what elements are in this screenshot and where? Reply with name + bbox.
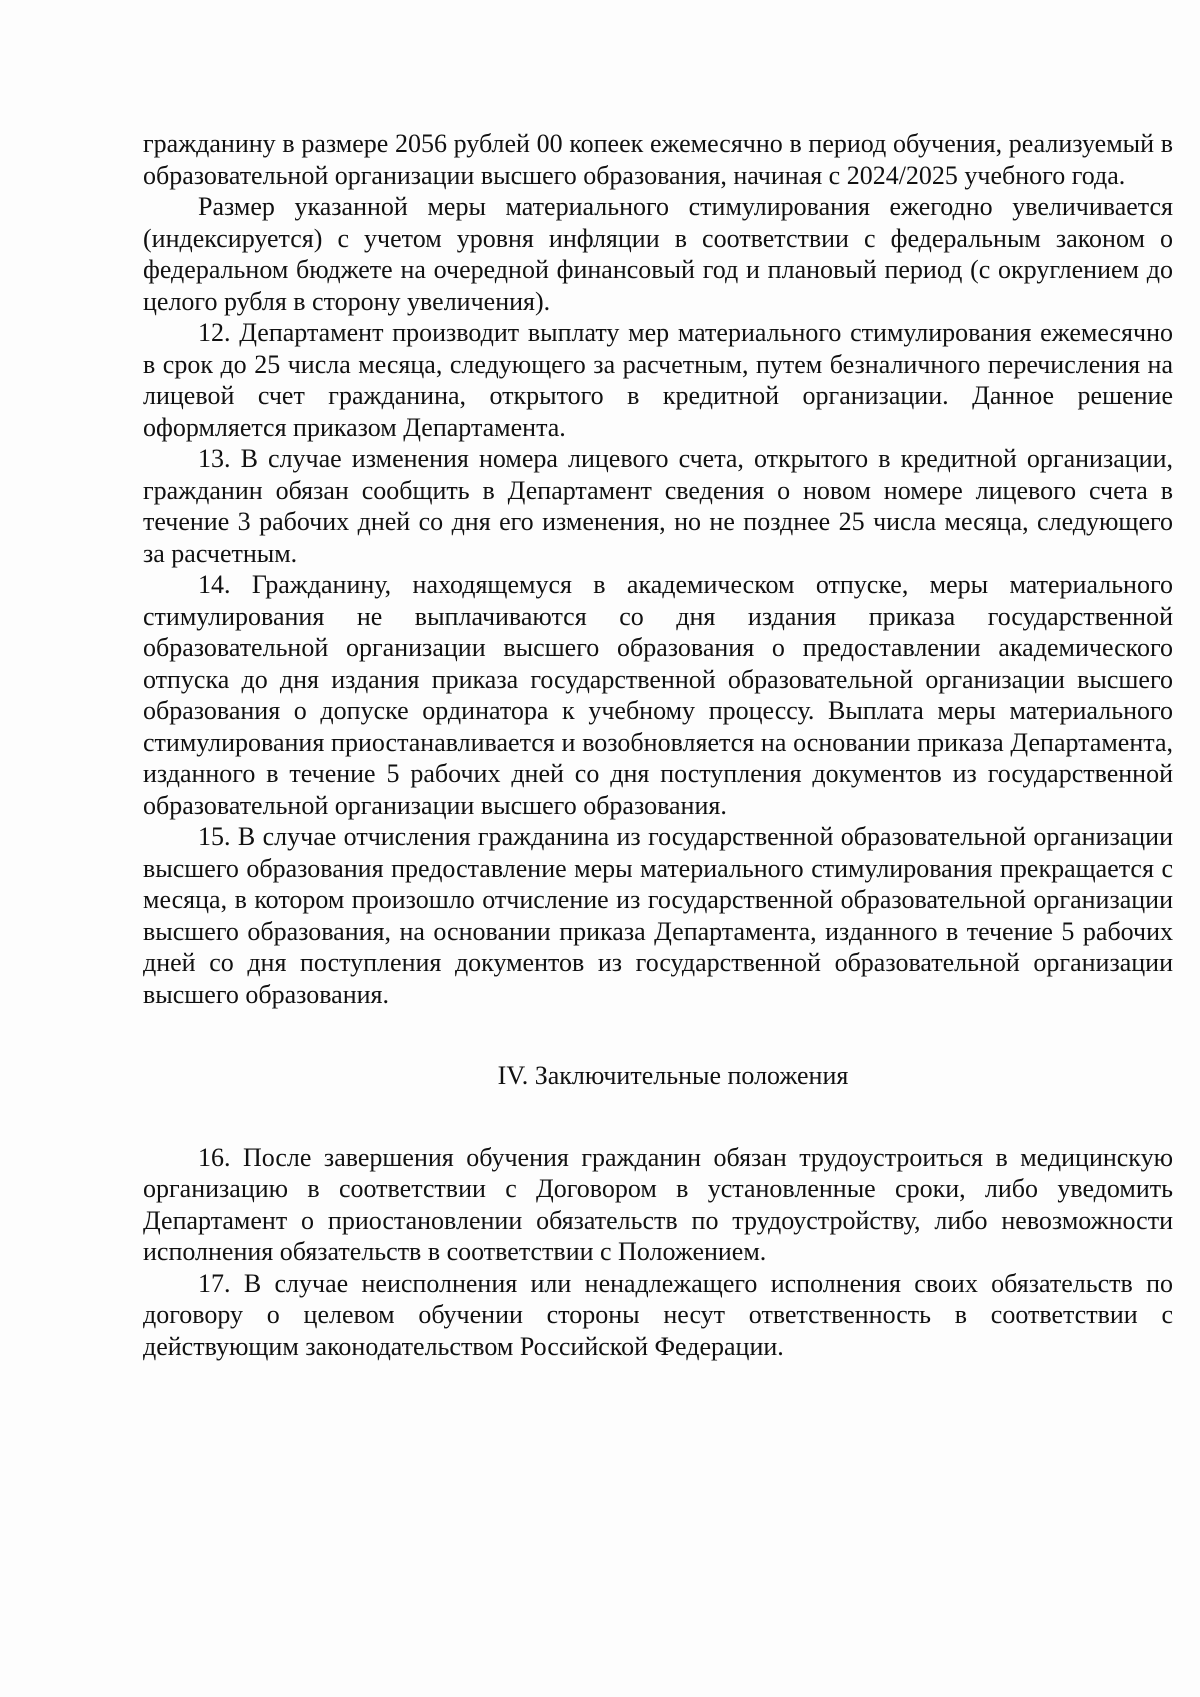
paragraph-indexation: Размер указанной меры материального стимулирования ежегодно увеличивается (индексируется) с учетом уровня инфляции в соответствии с федеральным законом о федеральном бюджете на очередной финансовый год и плановый период (с округлением до целого рубля в сторону увеличения).	[143, 192, 1173, 316]
paragraph-14: 14. Гражданину, находящемуся в академическом отпуске, меры материального стимулирования не выплачиваются со дня издания приказа государственной образовательной организации высшего образования о предоставлении академического отпуска до дня издания приказа государственной образовательной организации высшего образования о допуске ординатора к учебному процессу. Выплата меры материального стимулирования приостанавливается и возобновляется на основании приказа Департамента, изданного в течение 5 рабочих дней со дня поступления документов из государственной образовательной организации высшего образования.	[143, 570, 1173, 820]
paragraph-15: 15. В случае отчисления гражданина из государственной образовательной организации высшего образования предоставление меры материального стимулирования прекращается с месяца, в котором произошло отчисление из государственной образовательной организации высшего образования, на основании приказа Департамента, изданного в течение 5 рабочих дней со дня поступления документов из государственной образовательной организации высшего образования.	[143, 822, 1173, 1009]
paragraph-12: 12. Департамент производит выплату мер материального стимулирования ежемесячно в срок до 25 числа месяца, следующего за расчетным, путем безналичного перечисления на лицевой счет гражданина, открытого в кредитной организации. Данное решение оформляется приказом Департамента.	[143, 318, 1173, 442]
section-heading: IV. Заключительные положения	[497, 1061, 849, 1090]
paragraph-17: 17. В случае неисполнения или ненадлежащего исполнения своих обязательств по договору о целевом обучении стороны несут ответственность в соответствии с действующим законодательством Российской Федерации.	[143, 1268, 1173, 1361]
paragraph-continuation: гражданину в размере 2056 рублей 00 копеек ежемесячно в период обучения, реализуемый в образовательной организации высшего образования, начиная с 2024/2025 учебного года.	[143, 129, 1173, 190]
paragraph-13: 13. В случае изменения номера лицевого счета, открытого в кредитной организации, гражданин обязан сообщить в Департамент сведения о новом номере лицевого счета в течение 3 рабочих дней со дня его изменения, но не позднее 25 числа месяца, следующего за расчетным.	[143, 444, 1173, 568]
paragraph-16: 16. После завершения обучения гражданин обязан трудоустроиться в медицинскую организацию в соответствии с Договором в установленные сроки, либо уведомить Департамент о приостановлении обязательств по трудоустройству, либо невозможности исполнения обязательств в соответствии с Положением.	[143, 1142, 1173, 1266]
document-body	[143, 128, 1173, 1362]
